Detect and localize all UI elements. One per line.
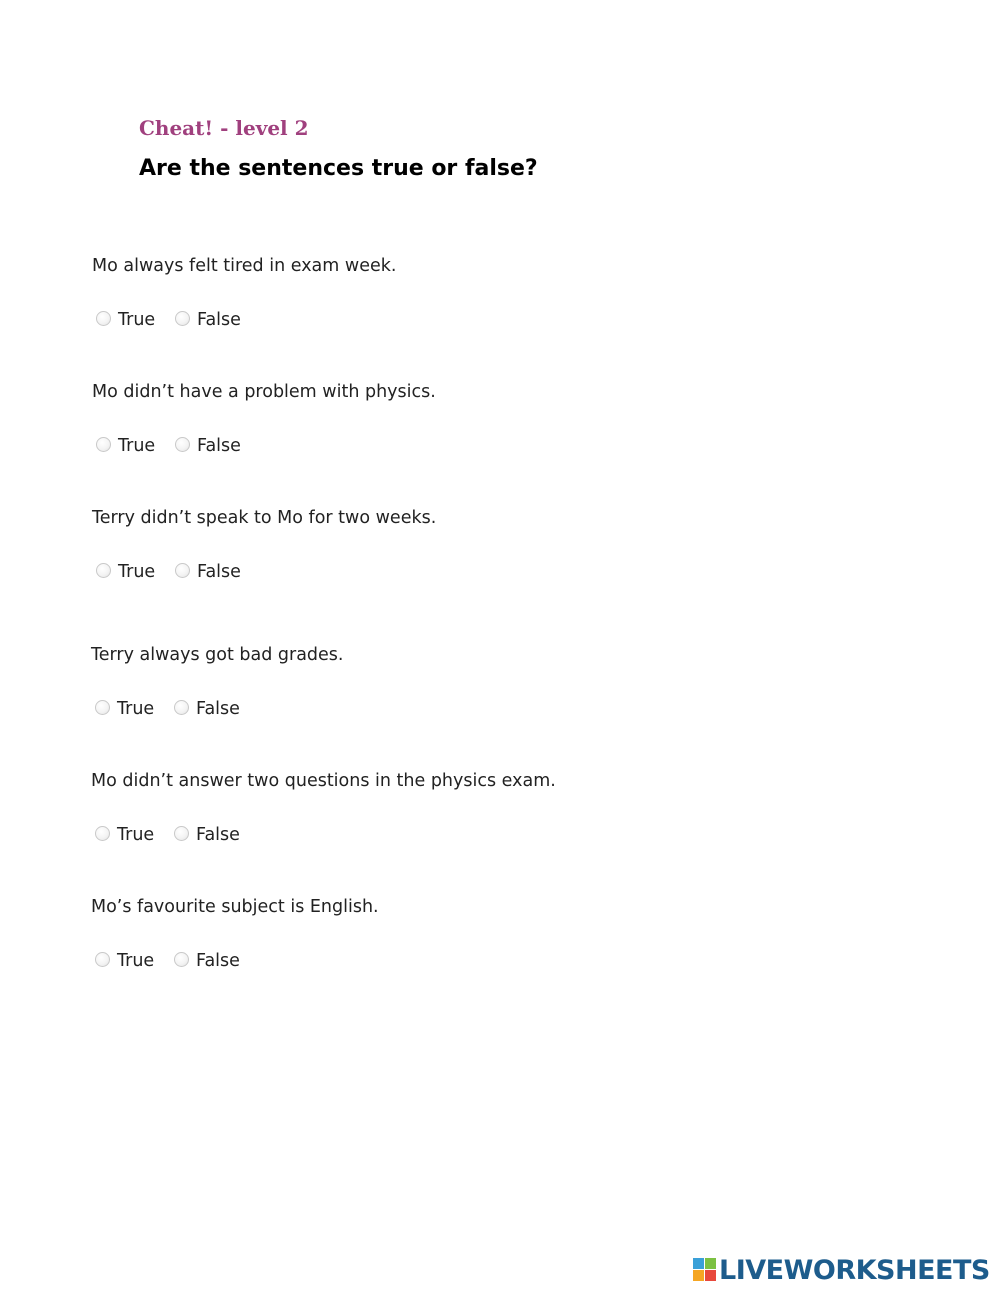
true-radio-button[interactable] (95, 826, 110, 841)
true-option[interactable] (96, 308, 155, 332)
true-radio-button[interactable] (96, 311, 111, 326)
question-item (0, 508, 1000, 598)
true-option[interactable] (95, 823, 154, 847)
true-radio-button[interactable] (95, 952, 110, 967)
false-label: False (196, 825, 240, 845)
false-radio-button[interactable] (175, 311, 190, 326)
worksheet-subtitle: Cheat! - level 2 (139, 116, 309, 140)
false-option[interactable] (174, 823, 240, 847)
false-label: False (197, 562, 241, 582)
question-text: Mo didn’t have a problem with physics. (92, 382, 436, 402)
false-label: False (196, 951, 240, 971)
worksheet-title: Are the sentences true or false? (139, 156, 538, 181)
false-radio-button[interactable] (174, 952, 189, 967)
true-label: True (118, 436, 156, 456)
question-text: Mo’s favourite subject is English. (91, 897, 379, 917)
true-radio-button[interactable] (96, 437, 111, 452)
false-label: False (197, 436, 241, 456)
true-label: True (117, 699, 155, 719)
true-label: True (117, 825, 155, 845)
question-text: Terry didn’t speak to Mo for two weeks. (92, 508, 437, 528)
false-option[interactable] (175, 560, 241, 584)
liveworksheets-logo-icon (693, 1258, 717, 1282)
false-label: False (197, 310, 241, 330)
question-item (0, 897, 1000, 987)
true-label: True (118, 310, 156, 330)
false-radio-button[interactable] (174, 700, 189, 715)
logo-text: LIVEWORKSHEETS (719, 1254, 990, 1286)
liveworksheets-logo (693, 1254, 990, 1286)
true-option[interactable] (95, 697, 154, 721)
false-radio-button[interactable] (175, 437, 190, 452)
false-label: False (196, 699, 240, 719)
question-item (0, 645, 1000, 735)
question-item (0, 256, 1000, 346)
true-radio-button[interactable] (95, 700, 110, 715)
true-option[interactable] (96, 560, 155, 584)
question-text: Mo didn’t answer two questions in the physics exam. (91, 771, 556, 791)
false-option[interactable] (175, 308, 241, 332)
question-item (0, 771, 1000, 861)
false-radio-button[interactable] (175, 563, 190, 578)
true-option[interactable] (95, 949, 154, 973)
question-item (0, 382, 1000, 472)
true-label: True (118, 562, 156, 582)
true-label: True (117, 951, 155, 971)
true-radio-button[interactable] (96, 563, 111, 578)
question-text: Terry always got bad grades. (91, 645, 344, 665)
false-radio-button[interactable] (174, 826, 189, 841)
false-option[interactable] (175, 434, 241, 458)
true-option[interactable] (96, 434, 155, 458)
false-option[interactable] (174, 697, 240, 721)
question-text: Mo always felt tired in exam week. (92, 256, 397, 276)
false-option[interactable] (174, 949, 240, 973)
